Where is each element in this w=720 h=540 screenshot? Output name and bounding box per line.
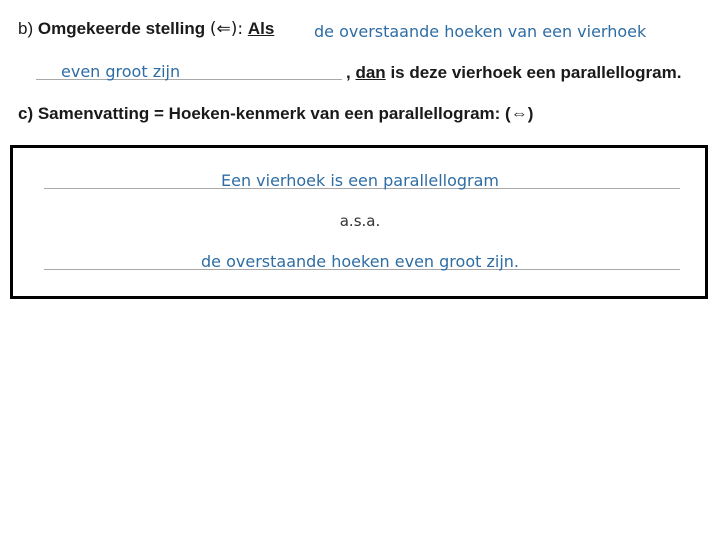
part-b-label: b) — [18, 19, 34, 38]
summary-line-1: Een vierhoek is een parallellogram — [220, 171, 500, 190]
if-keyword: Als — [247, 19, 275, 38]
left-arrow-icon: (⇐): — [209, 19, 244, 39]
condition-answer-line2: even groot zijn — [61, 62, 181, 81]
comma: , — [346, 63, 351, 82]
converse-statement-header — [18, 19, 274, 39]
then-keyword: dan — [355, 63, 386, 82]
summary-line-2: de overstaande hoeken even groot zijn. — [201, 252, 519, 271]
converse-title: Omgekeerde stelling — [37, 19, 206, 38]
summary-heading: c) Samenvatting = Hoeken-kenmerk van een parallellogram: (⇔) — [18, 104, 534, 123]
conclusion-text: is deze vierhoek een parallellogram. — [390, 63, 682, 82]
condition-answer-line1: de overstaande hoeken van een vierhoek — [314, 22, 647, 41]
then-clause — [346, 63, 681, 83]
iff-abbreviation: a.s.a. — [339, 212, 381, 230]
